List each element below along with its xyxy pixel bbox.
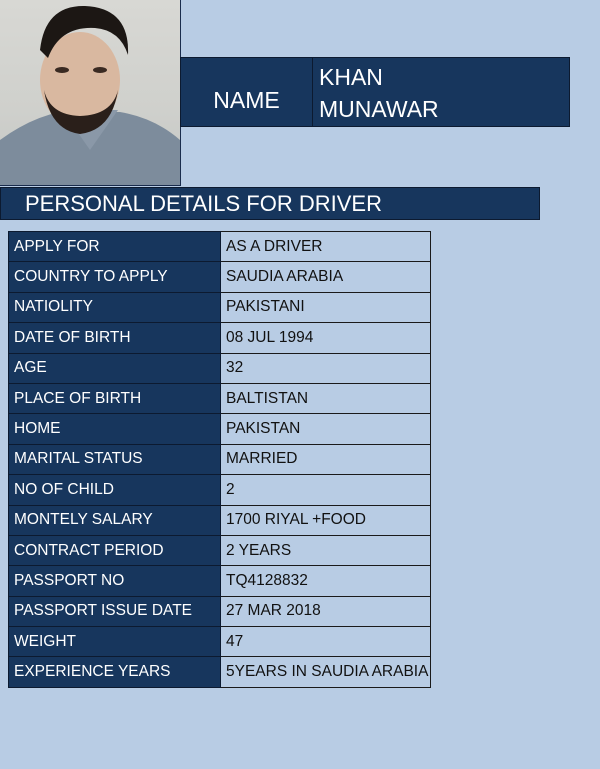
field-label: PLACE OF BIRTH (9, 383, 221, 413)
field-label: NATIOLITY (9, 292, 221, 322)
field-label: CONTRACT PERIOD (9, 535, 221, 565)
field-value: AS A DRIVER (221, 232, 431, 262)
field-value: TQ4128832 (221, 566, 431, 596)
field-label: DATE OF BIRTH (9, 323, 221, 353)
name-box (180, 57, 570, 127)
name-first-line: KHAN (319, 64, 383, 90)
field-value: 08 JUL 1994 (221, 323, 431, 353)
name-second-line: MUNAWAR (319, 96, 439, 122)
details-table (8, 231, 431, 688)
field-value: 27 MAR 2018 (221, 596, 431, 626)
field-value: 32 (221, 353, 431, 383)
field-label: MARITAL STATUS (9, 444, 221, 474)
field-value: PAKISTANI (221, 292, 431, 322)
table-row (9, 596, 431, 626)
table-row (9, 232, 431, 262)
table-row (9, 323, 431, 353)
field-label: EXPERIENCE YEARS (9, 657, 221, 687)
table-row (9, 475, 431, 505)
field-label: AGE (9, 353, 221, 383)
field-value: BALTISTAN (221, 383, 431, 413)
field-label: HOME (9, 414, 221, 444)
field-value: 2 YEARS (221, 535, 431, 565)
field-label: WEIGHT (9, 627, 221, 657)
field-value: 2 (221, 475, 431, 505)
field-value: 47 (221, 627, 431, 657)
field-value: 5YEARS IN SAUDIA ARABIA (221, 657, 431, 687)
table-row (9, 262, 431, 292)
section-title: PERSONAL DETAILS FOR DRIVER (0, 187, 540, 220)
name-label: NAME (181, 58, 313, 126)
field-value: SAUDIA ARABIA (221, 262, 431, 292)
field-value: 1700 RIYAL +FOOD (221, 505, 431, 535)
field-label: COUNTRY TO APPLY (9, 262, 221, 292)
table-row (9, 566, 431, 596)
field-label: MONTELY SALARY (9, 505, 221, 535)
name-value (313, 58, 569, 126)
table-row (9, 292, 431, 322)
table-row (9, 627, 431, 657)
field-label: PASSPORT NO (9, 566, 221, 596)
field-label: NO OF CHILD (9, 475, 221, 505)
table-row (9, 505, 431, 535)
table-row (9, 383, 431, 413)
applicant-photo (0, 0, 181, 186)
table-row (9, 353, 431, 383)
table-row (9, 414, 431, 444)
table-row (9, 444, 431, 474)
field-value: PAKISTAN (221, 414, 431, 444)
field-value: MARRIED (221, 444, 431, 474)
table-row (9, 657, 431, 687)
person-portrait-icon (0, 0, 180, 185)
field-label: APPLY FOR (9, 232, 221, 262)
field-label: PASSPORT ISSUE DATE (9, 596, 221, 626)
table-row (9, 535, 431, 565)
